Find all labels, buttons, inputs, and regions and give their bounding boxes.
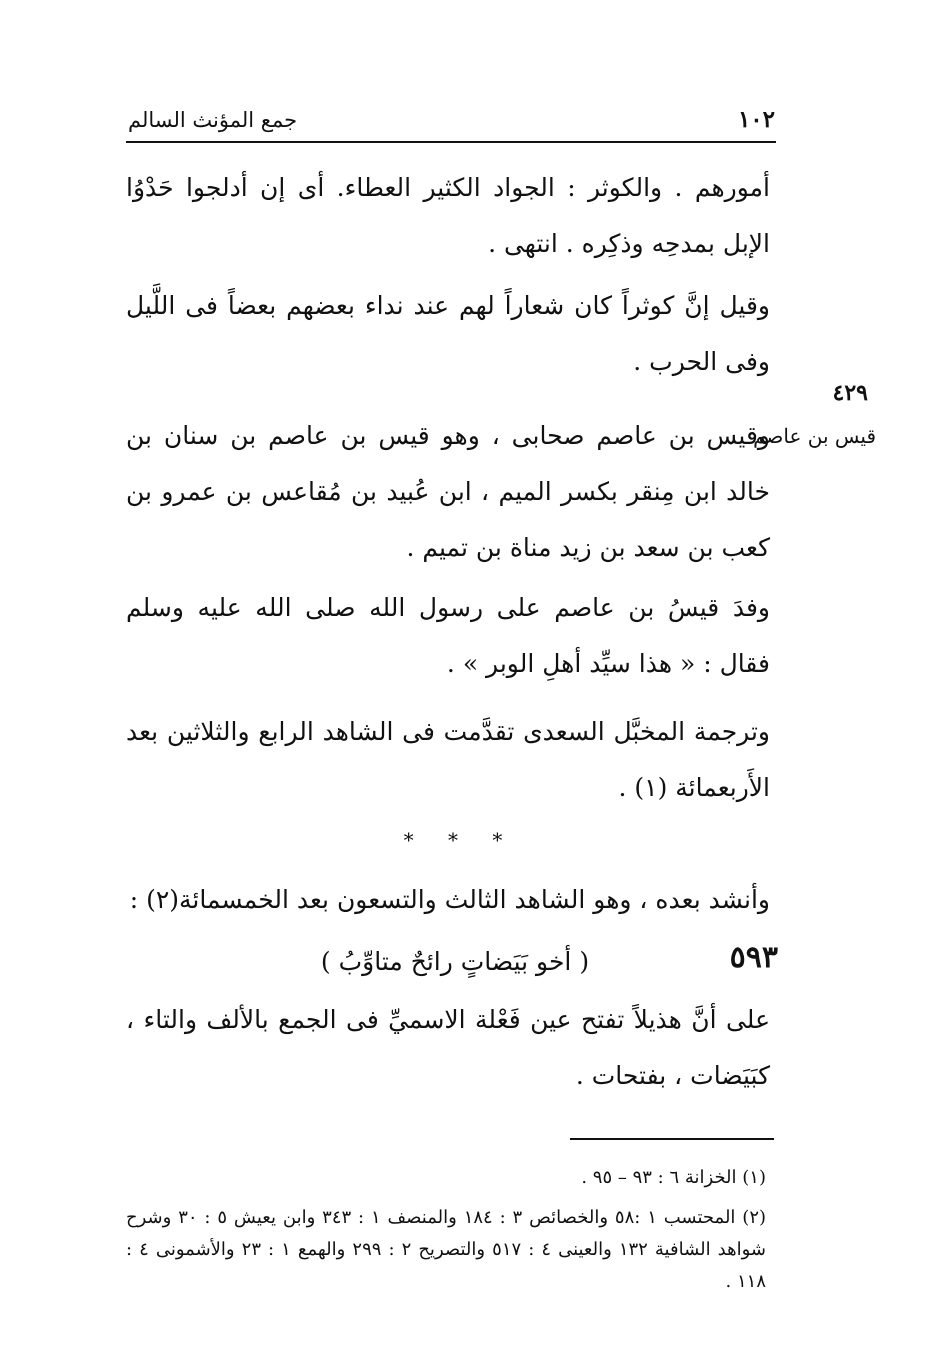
running-header-title: جمع المؤنث السالم bbox=[128, 108, 298, 132]
paragraph-7: على أنَّ هذيلاً تفتح عين فَعْلة الاسميِّ فى الجمع بالألف والتاء ، كبَيَضات ، بفتحات . bbox=[126, 1005, 770, 1090]
paragraph-6: وأنشد بعده ، وهو الشاهد الثالث والتسعون بعد الخمسمائة(٢) : bbox=[129, 885, 770, 914]
footnote-2: (٢) المحتسب ١ :٥٨ والخصائص ٣ : ١٨٤ والمنصف ١ : ٣٤٣ وابن يعيش ٥ : ٣٠ وشرح شواهد الشافية ١٣٢ والعينى ٤ : ٥١٧ والتصريح ٢ : ٢٩٩ والهمع ١ : ٢٣ والأشمونى ٤ : ١١٨ . bbox=[126, 1207, 767, 1292]
margin-note-name: قيس بن عاصم bbox=[753, 424, 876, 448]
header-rule bbox=[126, 141, 776, 143]
paragraph-1: أمورهم . والكوثر : الجواد الكثير العطاء. أى إن أدلجوا حَدْوُا الإبل بمدحِه وذكِره . انتهى . bbox=[126, 173, 770, 258]
paragraph-5: وترجمة المخبَّل السعدى تقدَّمت فى الشاهد الرابع والثلاثين بعد الأَربعمائة (١) . bbox=[126, 717, 770, 802]
footnote-rule bbox=[570, 1138, 774, 1140]
paragraph-4: وفدَ قيسُ بن عاصم على رسول الله صلى الله عليه وسلم فقال : « هذا سيِّد أهلِ الوبر » . bbox=[126, 593, 770, 678]
footnote-1: (١) الخزانة ٦ : ٩٣ – ٩٥ . bbox=[581, 1167, 766, 1188]
page-number: ١٠٢ bbox=[737, 106, 775, 133]
verse-text: ( أخو بَيَضاتٍ رائحٌ متاوِّبُ ) bbox=[320, 947, 590, 976]
paragraph-2: وقيل إنَّ كوثراً كان شعاراً لهم عند نداء بعضهم بعضاً فى اللَّيل وفى الحرب . bbox=[126, 291, 770, 376]
section-divider-stars: * * * bbox=[403, 828, 517, 852]
margin-note-number: ٤٢٩ bbox=[832, 380, 868, 406]
verse-number: ٥٩٣ bbox=[729, 940, 778, 975]
paragraph-3: وقيس بن عاصم صحابى ، وهو قيس بن عاصم بن سنان بن خالد ابن مِنقر بكسر الميم ، ابن عُبيد بن مُقاعس بن عمرو بن كعب بن سعد بن زيد مناة بن تميم . bbox=[126, 421, 770, 562]
